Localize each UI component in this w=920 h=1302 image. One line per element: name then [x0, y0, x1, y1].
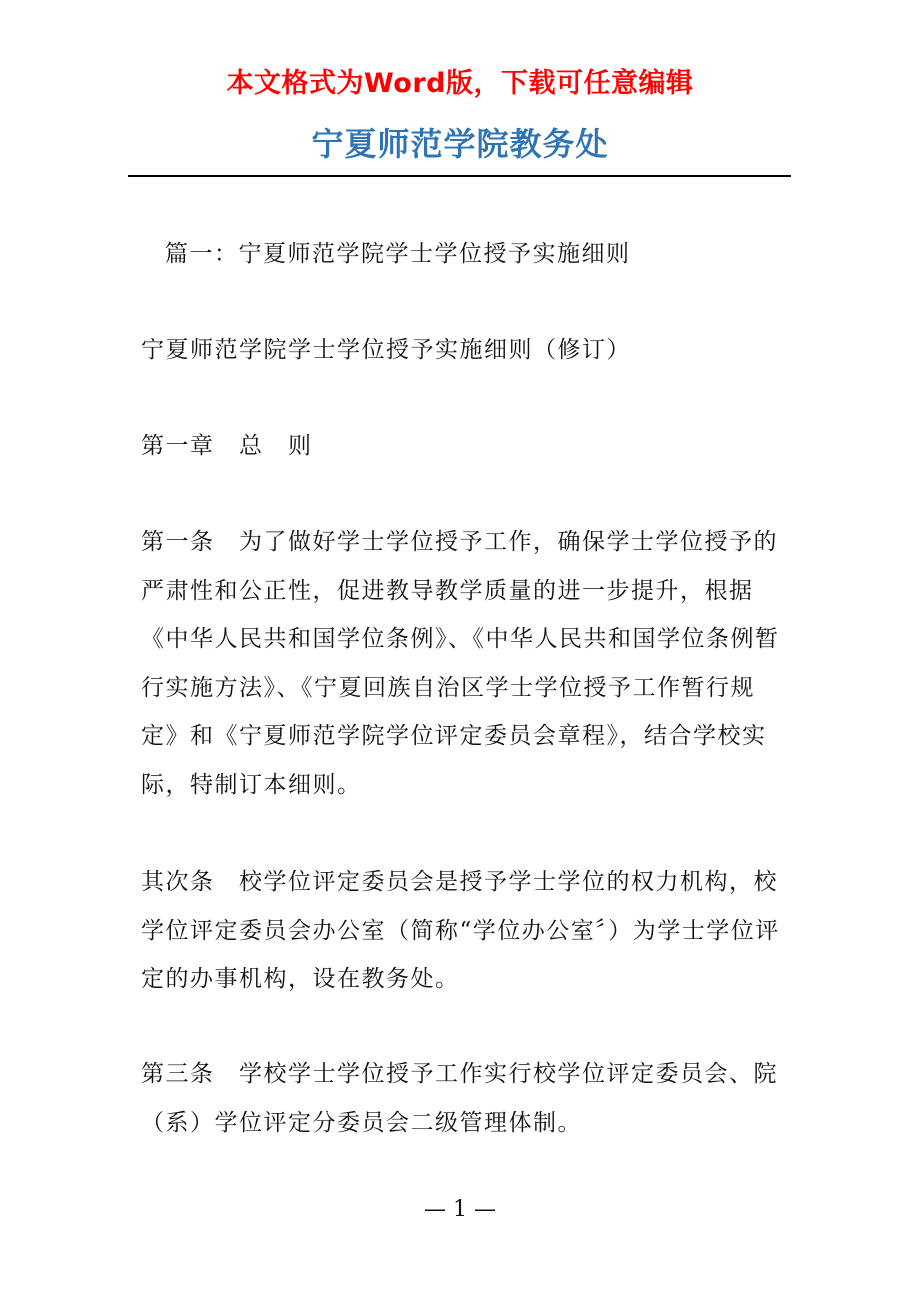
header-divider: [128, 175, 791, 177]
chapter-heading: 第一章 总 则: [141, 433, 313, 459]
page-number: — 1 —: [424, 1197, 496, 1222]
org-title: 宁夏师范学院教务处: [311, 125, 609, 163]
doc-title: 宁夏师范学院学士学位授予实施细则（修订）: [141, 337, 631, 363]
article-paragraph: 其次条 校学位评定委员会是授予学士学位的权力机构，校学位评定委员会办公室（简称“学位办公室〞）为学士学位评定的办事机构，设在教务处。: [141, 869, 780, 992]
article-paragraph: 第三条 学校学士学位授予工作实行校学位评定委员会、院（系）学位评定分委员会二级管理体制。: [141, 1061, 778, 1136]
article-paragraph: 第一条 为了做好学士学位授予工作，确保学士学位授予的严肃性和公正性，促进教导教学质量的进一步提升，根据《中华人民共和国学位条例》、《中华人民共和国学位条例暂行实施方法》、《宁夏回族自治区学士学位授予工作暂行规定》和《宁夏师范学院学位评定委员会章程》，结合学校实际，特制订本细则。: [141, 529, 780, 798]
word-format-banner: 本文格式为Word版，下载可任意编辑: [226, 68, 694, 99]
section-heading: 篇一：宁夏师范学院学士学位授予实施细则: [165, 241, 631, 267]
